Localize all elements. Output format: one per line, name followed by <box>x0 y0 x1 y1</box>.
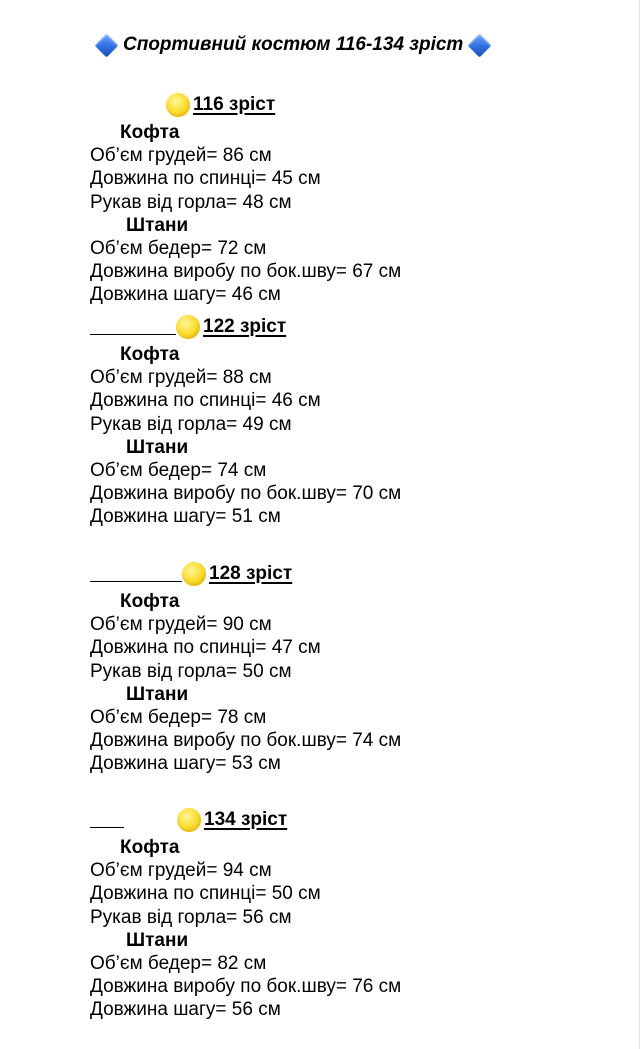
title-text: Спортивний костюм 116-134 зріст <box>123 34 464 55</box>
top-heading: Кофта <box>120 122 180 143</box>
measurement-line: Об’єм грудей= 90 см <box>90 614 272 636</box>
measurement-line: Рукав від горла= 48 см <box>90 191 292 213</box>
divider-line <box>90 334 176 335</box>
measurement-line: Рукав від горла= 50 см <box>90 660 292 682</box>
page-title <box>90 30 496 60</box>
measurement-line: Об’єм грудей= 88 см <box>90 367 272 389</box>
measurement-line: Об’єм бедер= 82 см <box>90 953 267 975</box>
size-label: 116 зріст <box>193 94 276 115</box>
measurement-line: Об’єм грудей= 94 см <box>90 860 272 882</box>
pants-heading: Штани <box>126 929 189 951</box>
measurement-line: Довжина виробу по бок.шву= 74 см <box>90 730 402 752</box>
yellow-circle-icon <box>176 315 200 339</box>
size-header-128 <box>90 562 292 586</box>
measurement-line: Довжина по спинці= 50 см <box>90 883 321 905</box>
measurement-line: Об’єм бедер= 78 см <box>90 707 267 729</box>
yellow-circle-icon <box>177 808 201 832</box>
size-block-122 <box>90 343 401 529</box>
top-heading: Кофта <box>120 344 180 365</box>
size-block-128 <box>90 590 401 776</box>
measurement-line: Довжина шагу= 56 см <box>90 999 281 1021</box>
pants-heading: Штани <box>126 683 189 705</box>
measurement-line: Довжина по спинці= 47 см <box>90 637 321 659</box>
blue-diamond-icon <box>468 33 492 57</box>
size-header-134 <box>90 808 287 832</box>
size-block-116 <box>90 121 401 307</box>
measurement-line: Довжина виробу по бок.шву= 70 см <box>90 483 402 505</box>
size-label: 134 зріст <box>204 809 288 830</box>
size-label: 128 зріст <box>209 563 293 584</box>
size-header-116 <box>166 93 275 117</box>
measurement-line: Довжина виробу по бок.шву= 76 см <box>90 976 402 998</box>
measurement-line: Об’єм бедер= 74 см <box>90 460 267 482</box>
measurement-line: Рукав від горла= 56 см <box>90 906 292 928</box>
measurement-line: Довжина шагу= 46 см <box>90 284 281 306</box>
yellow-circle-icon <box>166 93 190 117</box>
pants-heading: Штани <box>126 436 189 458</box>
blue-diamond-icon <box>94 33 118 57</box>
measurement-line: Довжина по спинці= 46 см <box>90 390 321 412</box>
measurement-line: Об’єм бедер= 72 см <box>90 238 267 260</box>
measurement-line: Об’єм грудей= 86 см <box>90 145 272 167</box>
top-heading: Кофта <box>120 591 180 612</box>
measurement-line: Довжина шагу= 51 см <box>90 506 281 528</box>
divider-line <box>90 827 124 828</box>
measurement-line: Рукав від горла= 49 см <box>90 413 292 435</box>
measurement-line: Довжина по спинці= 45 см <box>90 168 321 190</box>
measurement-line: Довжина виробу по бок.шву= 67 см <box>90 261 402 283</box>
divider-line <box>90 581 182 582</box>
size-header-122 <box>90 315 286 339</box>
top-heading: Кофта <box>120 837 180 858</box>
measurement-line: Довжина шагу= 53 см <box>90 753 281 775</box>
pants-heading: Штани <box>126 214 189 236</box>
size-label: 122 зріст <box>203 316 287 337</box>
yellow-circle-icon <box>182 562 206 586</box>
size-block-134 <box>90 836 401 1022</box>
